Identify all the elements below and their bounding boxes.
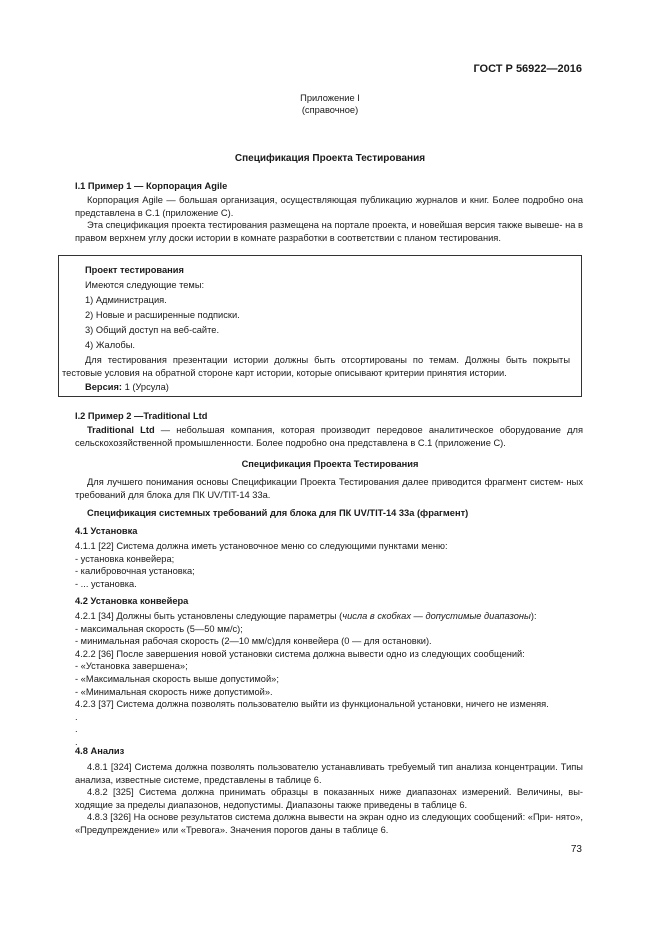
test-design-content: [85, 264, 570, 354]
section-4-2-body: [75, 610, 583, 749]
example-2-para-2: [75, 476, 583, 501]
req-line: - «Минимальная скорость ниже допустимой».: [75, 686, 273, 697]
section-4-1-heading: 4.1 Установка: [75, 526, 138, 536]
version-label: Версия:: [85, 382, 122, 392]
page-number: 73: [570, 844, 582, 855]
example-2-subtitle: Спецификация Проекта Тестирования: [241, 459, 419, 469]
example-2-para-1: [75, 424, 583, 449]
standard-number: ГОСТ Р 56922—2016: [473, 63, 582, 75]
ellipsis-dot: .: [75, 736, 78, 747]
section-4-8-body: [75, 761, 583, 837]
example-1-para-1: Корпорация Agile — большая организация, осуществляющая публикацию журналов и книг. Более подробно она представлена в С.1 (приложение С).: [75, 195, 583, 218]
box-item: 2) Новые и расширенные подписки.: [85, 310, 240, 320]
req-italic: числа в скобках — допустимые диапазоны: [342, 611, 531, 621]
box-item: 1) Администрация.: [85, 295, 167, 305]
appendix-subtitle: (справочное): [301, 105, 359, 115]
req-line: - калибровочная установка;: [75, 566, 195, 577]
req-text-end: ):: [530, 611, 537, 621]
req-line: 4.1.1 [22] Система должна иметь установочное меню со следующими пунктами меню:: [75, 541, 448, 551]
box-item: 4) Жалобы.: [85, 340, 135, 350]
req-text: 4.2.1 [34] Должны быть установлены следующие параметры (: [75, 611, 343, 621]
version-value: 1 (Урсула): [121, 382, 169, 392]
box-version: [85, 381, 169, 394]
req-line: - установка конвейера;: [75, 553, 175, 564]
section-4-2-heading: 4.2 Установка конвейера: [75, 596, 189, 606]
box-item: 3) Общий доступ на веб-сайте.: [85, 325, 220, 335]
req-line: 4.2.3 [37] Система должна позволять пользователю выйти из функциональной установки, ничего не изменяя.: [75, 699, 549, 710]
req-line: - ... установка.: [75, 578, 137, 589]
req-line-4-2-1: [75, 610, 583, 623]
box-title: Проект тестирования: [85, 265, 184, 275]
box-intro: Имеются следующие темы:: [85, 280, 205, 290]
req-para: 4.8.1 [324] Система должна позволять пользователю устанавливать требуемый тип анализа концентрации. Типы анализа, известные системе, представлены в таблице 6.: [75, 762, 583, 785]
example-1-heading: I.1 Пример 1 — Корпорация Agile: [75, 181, 228, 191]
example-1-body: [75, 194, 583, 244]
appendix-title: Приложение I: [300, 93, 360, 103]
box-paragraph: Для тестирования презентации истории должны быть отсортированы по темам. Должны быть покрыты тестовые условия на обратной стороне карт истории, которые описывают критерии принятия истории.: [62, 355, 570, 378]
main-title: Спецификация Проекта Тестирования: [234, 153, 426, 164]
example-1-para-2: Эта спецификация проекта тестирования размещена на портале проекта, и новейшая версия также вывеше- на в правом верхнем углу доски истории в комнате разработки в соответствии с планом тестирования.: [75, 220, 583, 243]
req-line: 4.2.2 [36] После завершения новой установки система должна вывести одно из следующих сообщений:: [75, 648, 525, 659]
company-name: Traditional Ltd: [87, 425, 155, 435]
req-para: 4.8.2 [325] Система должна принимать образцы в показанных ниже диапазонах измерений. Величины, вы- ходящие за пределы диапазонов, недопустимы. Диапазоны также приведены в таблице 6.: [75, 787, 583, 810]
section-4-8-heading: 4.8 Анализ: [75, 746, 125, 756]
req-line: - «Установка завершена»;: [75, 661, 188, 672]
ellipsis-dot: .: [75, 711, 78, 722]
req-line: - максимальная скорость (5—50 мм/с);: [75, 623, 243, 634]
req-line: - минимальная рабочая скорость (2—10 мм/с)для конвейера (0 — для остановки).: [75, 636, 432, 647]
system-requirements-title: Спецификация системных требований для блока для ПК UV/TIT-14 33а (фрагмент): [87, 508, 469, 518]
example-2-para-2-text: Для лучшего понимания основы Спецификации Проекта Тестирования далее приводится фрагмент систем- ных требований для блока для ПК UV/TIT-14 33а.: [75, 477, 583, 500]
req-para: 4.8.3 [326] На основе результатов система должна вывести на экран одно из следующих сообщений: «При- нято», «Предупреждение» или «Тревога». Значения порогов даны в таблице 6.: [75, 812, 583, 835]
section-4-1-body: [75, 540, 583, 590]
ellipsis-dot: .: [75, 724, 78, 735]
company-description: — небольшая компания, которая производит передовое аналитическое оборудование для сельскохозяйственной промышленности. Более подробно она представлена в С.1 (приложение С).: [75, 425, 583, 448]
example-2-heading: I.2 Пример 2 —Traditional Ltd: [75, 411, 208, 421]
req-line: - «Максимальная скорость выше допустимой»;: [75, 673, 279, 684]
